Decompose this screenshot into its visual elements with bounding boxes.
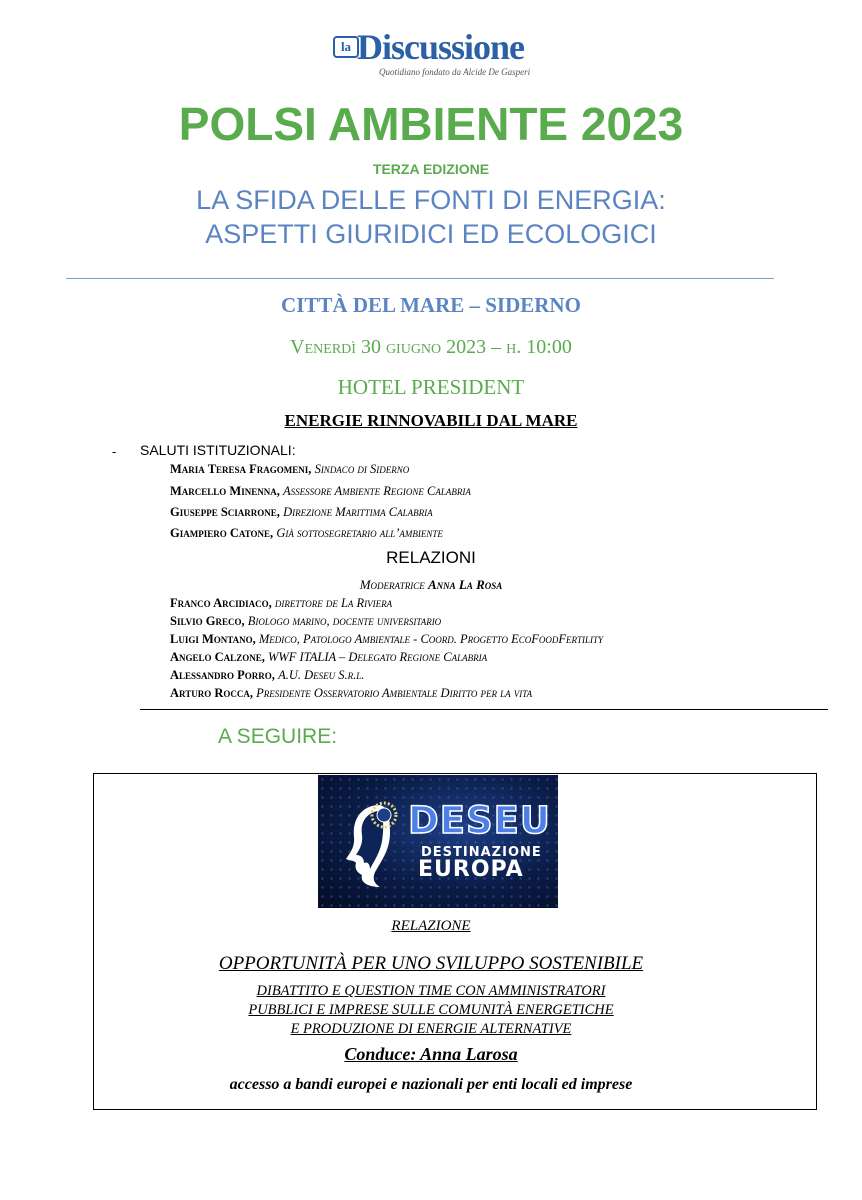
saluti-person [170, 526, 443, 541]
person-role: Già sottosegretario all’ambiente [276, 526, 443, 540]
person-role: Sindaco di Siderno [314, 462, 410, 476]
person-name: Maria Teresa Fragomeni, [170, 462, 312, 476]
event-date: Venerdì 30 giugno 2023 – h. 10:00 [290, 336, 572, 358]
saluti-bullet: - [112, 444, 117, 459]
woman-profile-icon [340, 797, 402, 889]
conduce-line: Conduce: Anna Larosa [344, 1044, 518, 1064]
moderator-label: Moderatrice [359, 577, 425, 592]
speaker-name: Angelo Calzone, [170, 650, 265, 664]
person-role: Direzione Marittima Calabria [283, 505, 433, 519]
speaker-role: Presidente Osservatorio Ambientale Diritto per la vita [256, 686, 533, 700]
logo-tagline: Quotidiano fondato da Alcide De Gasperi [379, 67, 531, 77]
event-location: CITTÀ DEL MARE – SIDERNO [281, 293, 581, 317]
relazione-label: RELAZIONE [391, 918, 471, 934]
moderator-line [0, 577, 862, 593]
person-role: Assessore Ambiente Regione Calabria [282, 484, 471, 498]
relazione-title: OPPORTUNITÀ PER UNO SVILUPPO SOSTENIBILE [218, 953, 644, 974]
logo-name: Discussione [357, 27, 525, 67]
saluti-person [170, 462, 409, 477]
dibattito-text [0, 982, 862, 1039]
logo-prefix: la [333, 36, 359, 58]
saluti-heading: SALUTI ISTITUZIONALI: [140, 442, 296, 458]
speaker [170, 632, 603, 647]
deseu-europa: EUROPA [418, 857, 524, 882]
event-title: POLSI AMBIENTE 2023 [178, 98, 684, 150]
person-name: Giuseppe Sciarrone, [170, 505, 280, 519]
deseu-logo [318, 775, 558, 908]
moderator-name: Anna La Rosa [427, 577, 503, 592]
event-edition: TERZA EDIZIONE [372, 161, 490, 177]
section-divider [140, 709, 828, 710]
saluti-person [170, 505, 433, 520]
dibattito-line-3: E PRODUZIONE DI ENERGIE ALTERNATIVE [290, 1021, 572, 1037]
deseu-destinazione: DESTINAZIONE [421, 845, 542, 860]
event-subtitle [0, 183, 862, 251]
speaker-name: Silvio Greco, [170, 614, 245, 628]
session-title: ENERGIE RINNOVABILI DAL MARE [284, 411, 578, 430]
newspaper-logo [331, 26, 531, 84]
subtitle-line-2: ASPETTI GIURIDICI ED ECOLOGICI [205, 219, 657, 249]
deseu-wordmark: DESEU [408, 799, 551, 842]
accesso-line: accesso a bandi europei e nazionali per enti locali ed imprese [229, 1076, 633, 1093]
dibattito-line-2: PUBBLICI E IMPRESE SULLE COMUNITÀ ENERGETICHE [248, 1002, 614, 1018]
speaker-role: Biologo marino, docente universitario [247, 614, 442, 628]
event-venue: HOTEL PRESIDENT [337, 375, 525, 399]
speaker-name: Luigi Montano, [170, 632, 256, 646]
relazioni-heading: RELAZIONI [386, 548, 476, 567]
speaker [170, 596, 392, 611]
speaker-name: Franco Arcidiaco, [170, 596, 272, 610]
speaker-role: A.U. Deseu S.r.l. [278, 668, 365, 682]
header-divider [66, 278, 774, 279]
speaker-name: Arturo Rocca, [170, 686, 253, 700]
speaker-name: Alessandro Porro, [170, 668, 275, 682]
person-name: Marcello Minenna, [170, 484, 280, 498]
speaker [170, 614, 441, 629]
subtitle-line-1: LA SFIDA DELLE FONTI DI ENERGIA: [196, 185, 666, 215]
speaker [170, 668, 364, 683]
saluti-person [170, 484, 471, 499]
a-seguire-heading: A SEGUIRE: [218, 725, 338, 748]
speaker [170, 650, 487, 665]
speaker-role: Medico, Patologo Ambientale - Coord. Progetto EcoFoodFertility [258, 632, 604, 646]
speaker [170, 686, 532, 701]
speaker-role: WWF ITALIA – Delegato Regione Calabria [267, 650, 488, 664]
speaker-role: direttore de La Riviera [274, 596, 393, 610]
person-name: Giampiero Catone, [170, 526, 274, 540]
dibattito-line-1: DIBATTITO E QUESTION TIME CON AMMINISTRATORI [256, 983, 606, 999]
